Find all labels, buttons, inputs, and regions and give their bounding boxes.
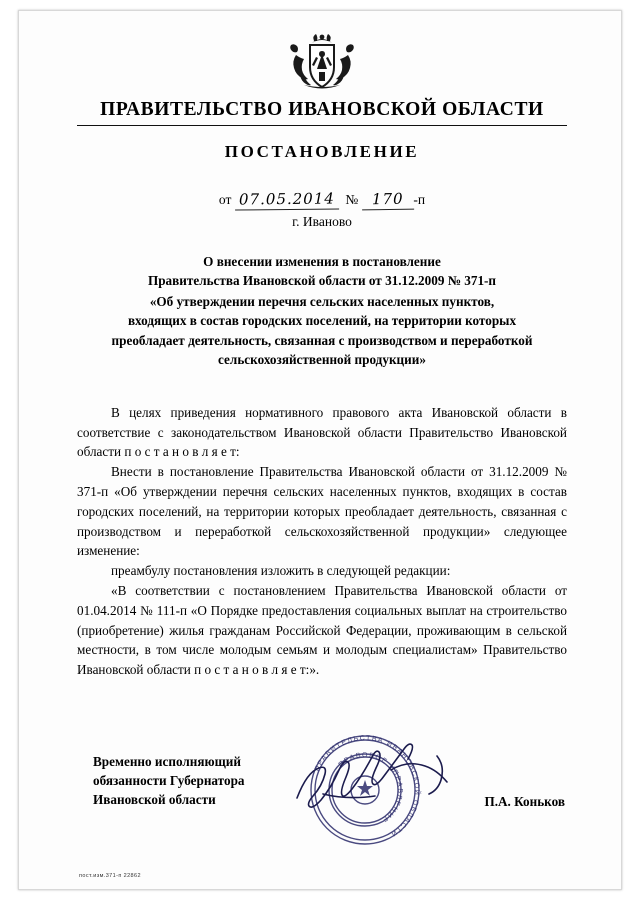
paragraph-3: преамбулу постановления изложить в следующей редакции: xyxy=(111,563,451,579)
number-prefix: № xyxy=(345,192,359,207)
handwritten-signature xyxy=(287,736,477,826)
position-line-3: Ивановской области xyxy=(93,792,216,808)
signatory-name: П.А. Коньков xyxy=(484,794,565,809)
city-line: г. Иваново xyxy=(292,214,352,229)
dateline xyxy=(77,190,567,210)
paragraph-1: В целях приведения нормативного правового акта Ивановской области в соответствие с законодательством Ивановской области Правительство Ивановской области п о с т а н о в л я е т: xyxy=(77,404,567,460)
paragraph-2: Внести в постановление Правительства Ивановской области от 31.12.2009 № 371-п «Об утверждении перечня сельских населенных пунктов, входящих в состав городских поселений, на территории которых преобладает деятельность, связанная с производством и переработкой сельскохозяйственной продукции» следующее изменение: xyxy=(77,464,567,559)
heading-line-1: О внесении изменения в постановление xyxy=(203,254,441,269)
heading-line-2: Правительства Ивановской области от 31.12.2009 № 371-п xyxy=(147,273,497,289)
position-line-2: обязанности Губернатора xyxy=(93,773,245,789)
document-heading xyxy=(77,252,567,369)
heading-line-4: входящих в состав городских поселений, на территории которых xyxy=(127,313,517,329)
document-type: ПОСТАНОВЛЕНИЕ xyxy=(224,142,420,161)
footer-code: пост.изм.371-п 22862 xyxy=(79,873,141,879)
signature-block xyxy=(77,732,567,852)
heading-line-3: «Об утверждении перечня сельских населенных пунктов, xyxy=(149,294,495,310)
position-line-1: Временно исполняющий xyxy=(93,754,241,769)
heading-line-5: преобладает деятельность, связанная с производством и переработкой xyxy=(111,332,533,348)
date-prefix: от xyxy=(218,192,232,207)
document-body xyxy=(77,29,567,852)
title-divider xyxy=(77,125,567,126)
date-value: 07.05.2014 xyxy=(235,189,339,210)
signatory-position xyxy=(93,752,245,809)
page-title: ПРАВИТЕЛЬСТВО ИВАНОВСКОЙ ОБЛАСТИ xyxy=(100,99,544,120)
paragraph-4: «В соответствии с постановлением Правительства Ивановской области от 01.04.2014 № 111-п «О Порядке предоставления социальных выплат на строительство (приобретение) жилья гражданам Российской Федерации, проживающим в сельской местности, в том числе молодым семьям и молодым специалистам» Правительство Ивановской области п о с т а н о в л я е т:». xyxy=(77,583,567,678)
document-text xyxy=(77,403,567,680)
document-sheet xyxy=(18,10,622,890)
number-value: 170 xyxy=(362,190,414,211)
heading-line-6: сельскохозяйственной продукции» xyxy=(218,351,426,367)
number-suffix: -п xyxy=(413,192,426,207)
svg-text:ПРАВИТЕЛЬСТВА ИВАНОВСКОЙ ОБЛАС: ПРАВИТЕЛЬСТВА ИВАНОВСКОЙ ОБЛАСТИ xyxy=(313,734,421,838)
svg-text:ПРАВОВОЕ УПРАВЛЕНИЕ: ПРАВОВОЕ УПРАВЛЕНИЕ xyxy=(337,751,404,824)
coat-of-arms-icon xyxy=(286,29,358,95)
